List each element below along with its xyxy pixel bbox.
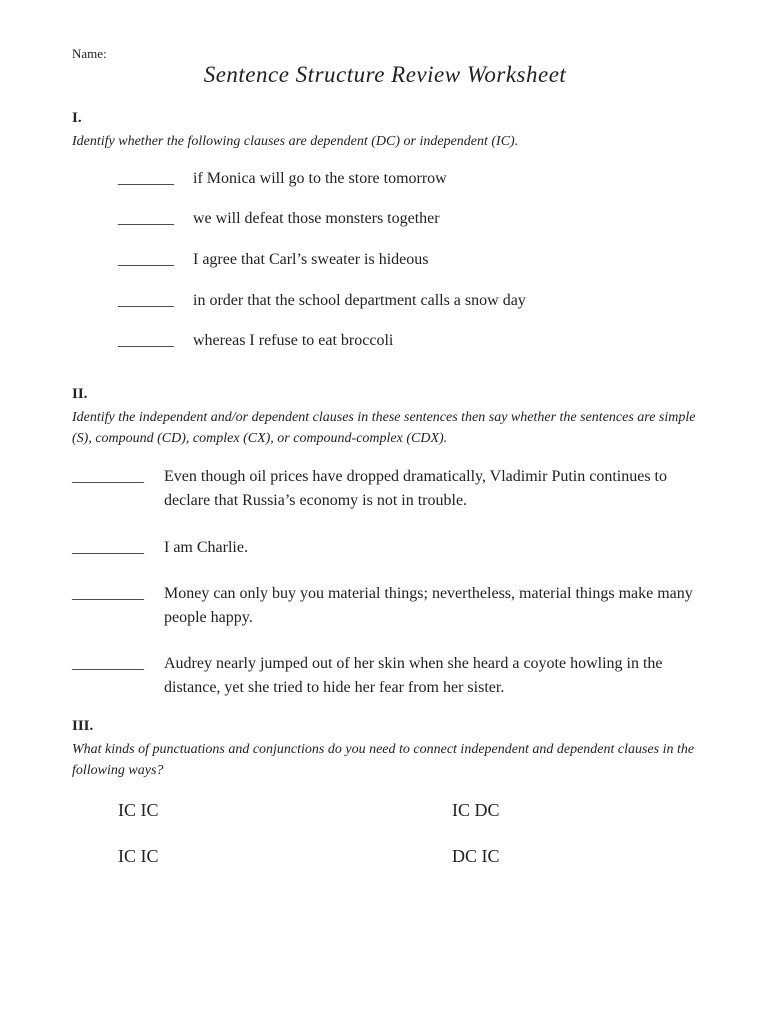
clause-pair: IC IC xyxy=(118,846,159,866)
clause-text: whereas I refuse to eat broccoli xyxy=(193,332,394,349)
section-1-item xyxy=(118,251,678,269)
clause-pair: DC IC xyxy=(452,846,500,866)
clause-text: if Monica will go to the store tomorrow xyxy=(193,170,447,187)
section-1-item xyxy=(118,210,678,228)
answer-blank[interactable]: _______ xyxy=(118,210,174,227)
answer-blank[interactable]: _________ xyxy=(72,655,144,672)
answer-blank[interactable]: _______ xyxy=(118,292,174,309)
clause-pair: IC DC xyxy=(452,800,500,820)
clause-pair: IC IC xyxy=(118,800,159,820)
clause-text: we will defeat those monsters together xyxy=(193,210,440,227)
answer-blank[interactable]: _______ xyxy=(118,170,174,187)
page-title: Sentence Structure Review Worksheet xyxy=(203,62,567,87)
section-2-instructions: Identify the independent and/or dependent clauses in these sentences then say whether the sentences are simple (S), compound (CD), complex (CX), or compound-complex (CDX). xyxy=(72,410,696,446)
name-label: Name: xyxy=(72,46,107,61)
sentence-text: Audrey nearly jumped out of her skin when she heard a coyote howling in the distance, yet she tried to hide her fear from her sister. xyxy=(164,655,663,696)
answer-blank[interactable]: _______ xyxy=(118,251,174,268)
section-1-numeral: I. xyxy=(72,110,82,126)
section-1-item xyxy=(118,170,678,188)
clause-text: in order that the school department calls a snow day xyxy=(193,292,526,309)
section-3-numeral: III. xyxy=(72,718,94,734)
section-1-item xyxy=(118,332,678,350)
clause-text: I agree that Carl’s sweater is hideous xyxy=(193,251,429,268)
answer-blank[interactable]: _________ xyxy=(72,585,144,602)
section-3-instructions: What kinds of punctuations and conjunctions do you need to connect independent and dependent clauses in the following ways? xyxy=(72,742,695,778)
section-1-instructions: Identify whether the following clauses are dependent (DC) or independent (IC). xyxy=(72,134,519,149)
answer-blank[interactable]: _________ xyxy=(72,468,144,485)
sentence-text: I am Charlie. xyxy=(164,539,248,556)
sentence-text: Even though oil prices have dropped dramatically, Vladimir Putin continues to declare that Russia’s economy is not in trouble. xyxy=(164,468,667,509)
answer-blank[interactable]: _______ xyxy=(118,332,174,349)
section-1-item xyxy=(118,292,678,310)
sentence-text: Money can only buy you material things; nevertheless, material things make many people happy. xyxy=(164,585,693,626)
section-2-numeral: II. xyxy=(72,386,88,402)
answer-blank[interactable]: _________ xyxy=(72,539,144,556)
